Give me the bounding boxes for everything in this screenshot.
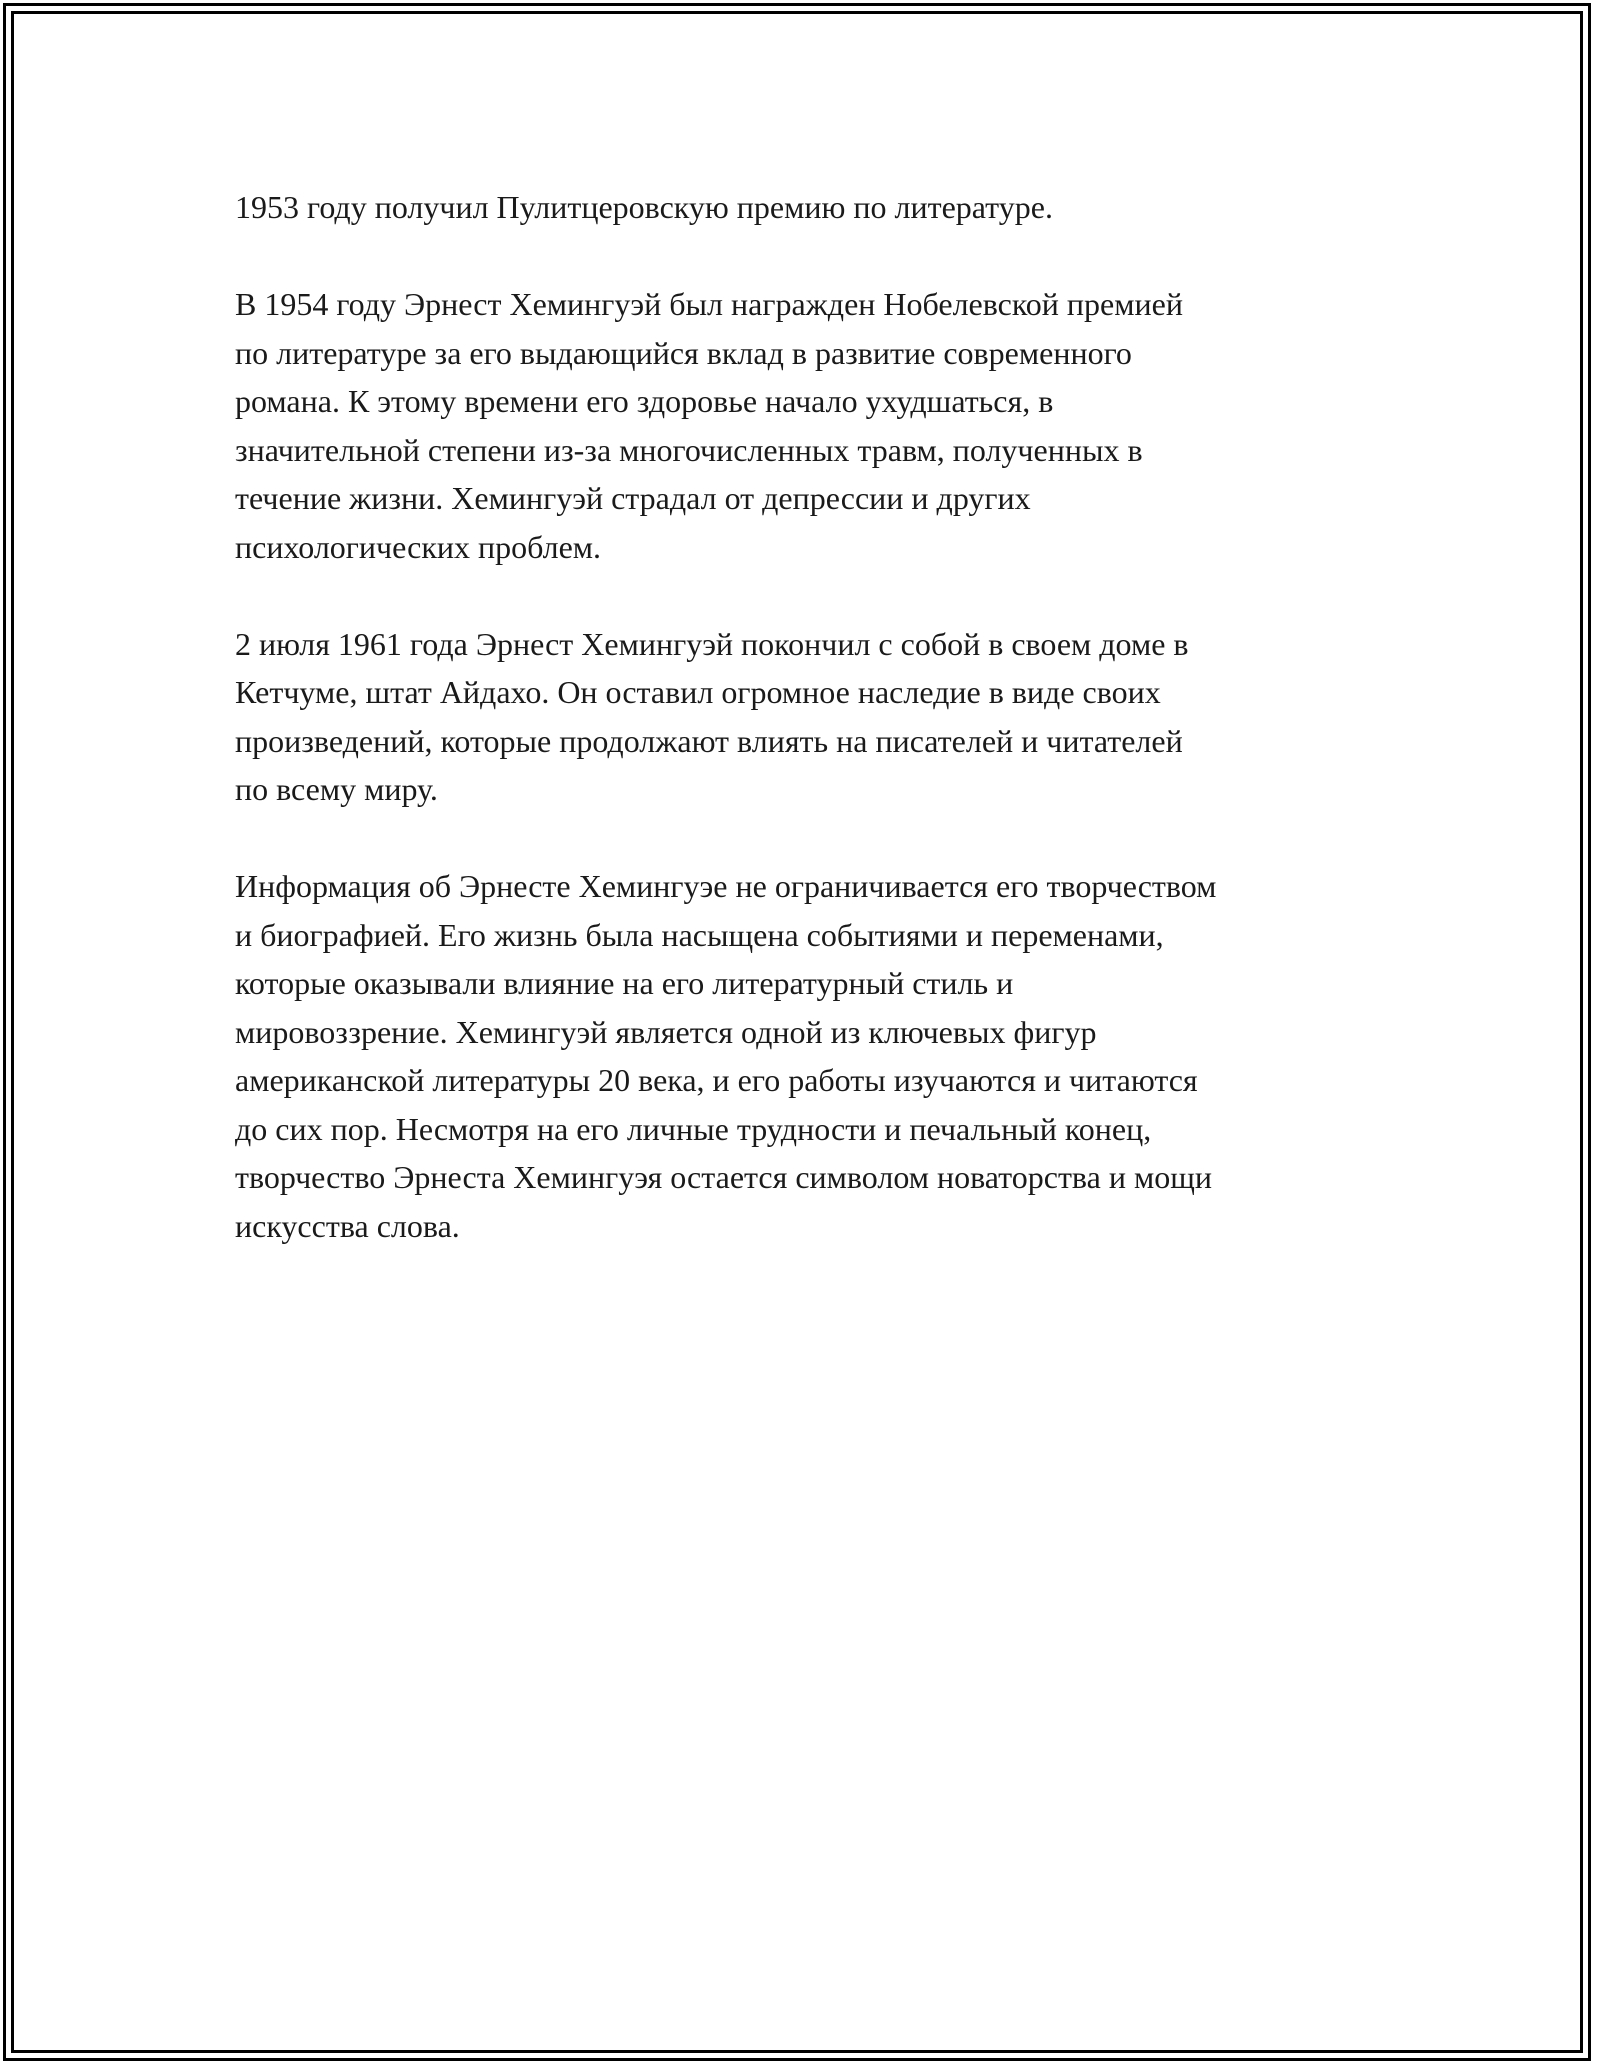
text-line: Кетчуме, штат Айдахо. Он оставил огромное наследие в виде своих — [235, 674, 1161, 710]
paragraph-1 — [235, 183, 1395, 232]
text-line: В 1954 году Эрнест Хемингуэй был награжден Нобелевской премией — [235, 286, 1183, 322]
text-line: американской литературы 20 века, и его работы изучаются и читаются — [235, 1062, 1198, 1098]
text-line: 2 июля 1961 года Эрнест Хемингуэй покончил с собой в своем доме в — [235, 625, 1189, 662]
text-line: по литературе за его выдающийся вклад в развитие современного — [235, 334, 1132, 371]
text-line: Информация об Эрнесте Хемингуэе не ограничивается его творчеством — [235, 868, 1217, 904]
text-line: течение жизни. Хемингуэй страдал от депрессии и других — [235, 480, 1031, 516]
text-line: произведений, которые продолжают влиять на писателей и читателей — [235, 722, 1183, 759]
text-line: мировоззрение. Хемингуэй является одной из ключевых фигур — [235, 1013, 1097, 1050]
paragraph-2 — [235, 280, 1395, 571]
text-line: 1953 году получил Пулитцеровскую премию по литературе. — [235, 189, 1053, 225]
paragraph-3 — [235, 620, 1395, 814]
text-line: до сих пор. Несмотря на его личные трудности и печальный конец, — [235, 1110, 1152, 1147]
text-line: по всему миру. — [235, 771, 438, 807]
text-line: значительной степени из-за многочисленных травм, полученных в — [235, 431, 1143, 468]
text-line: которые оказывали влияние на его литературный стиль и — [235, 965, 1014, 1001]
text-line: искусства слова. — [235, 1207, 460, 1244]
text-line: и биографией. Его жизнь была насыщена событиями и переменами, — [235, 916, 1164, 953]
text-line: романа. К этому времени его здоровье начало ухудшаться, в — [235, 383, 1054, 419]
text-line: творчество Эрнеста Хемингуэя остается символом новаторства и мощи — [235, 1159, 1212, 1195]
document-body — [235, 183, 1395, 1299]
paragraph-4 — [235, 862, 1395, 1250]
text-line: психологических проблем. — [235, 528, 602, 565]
